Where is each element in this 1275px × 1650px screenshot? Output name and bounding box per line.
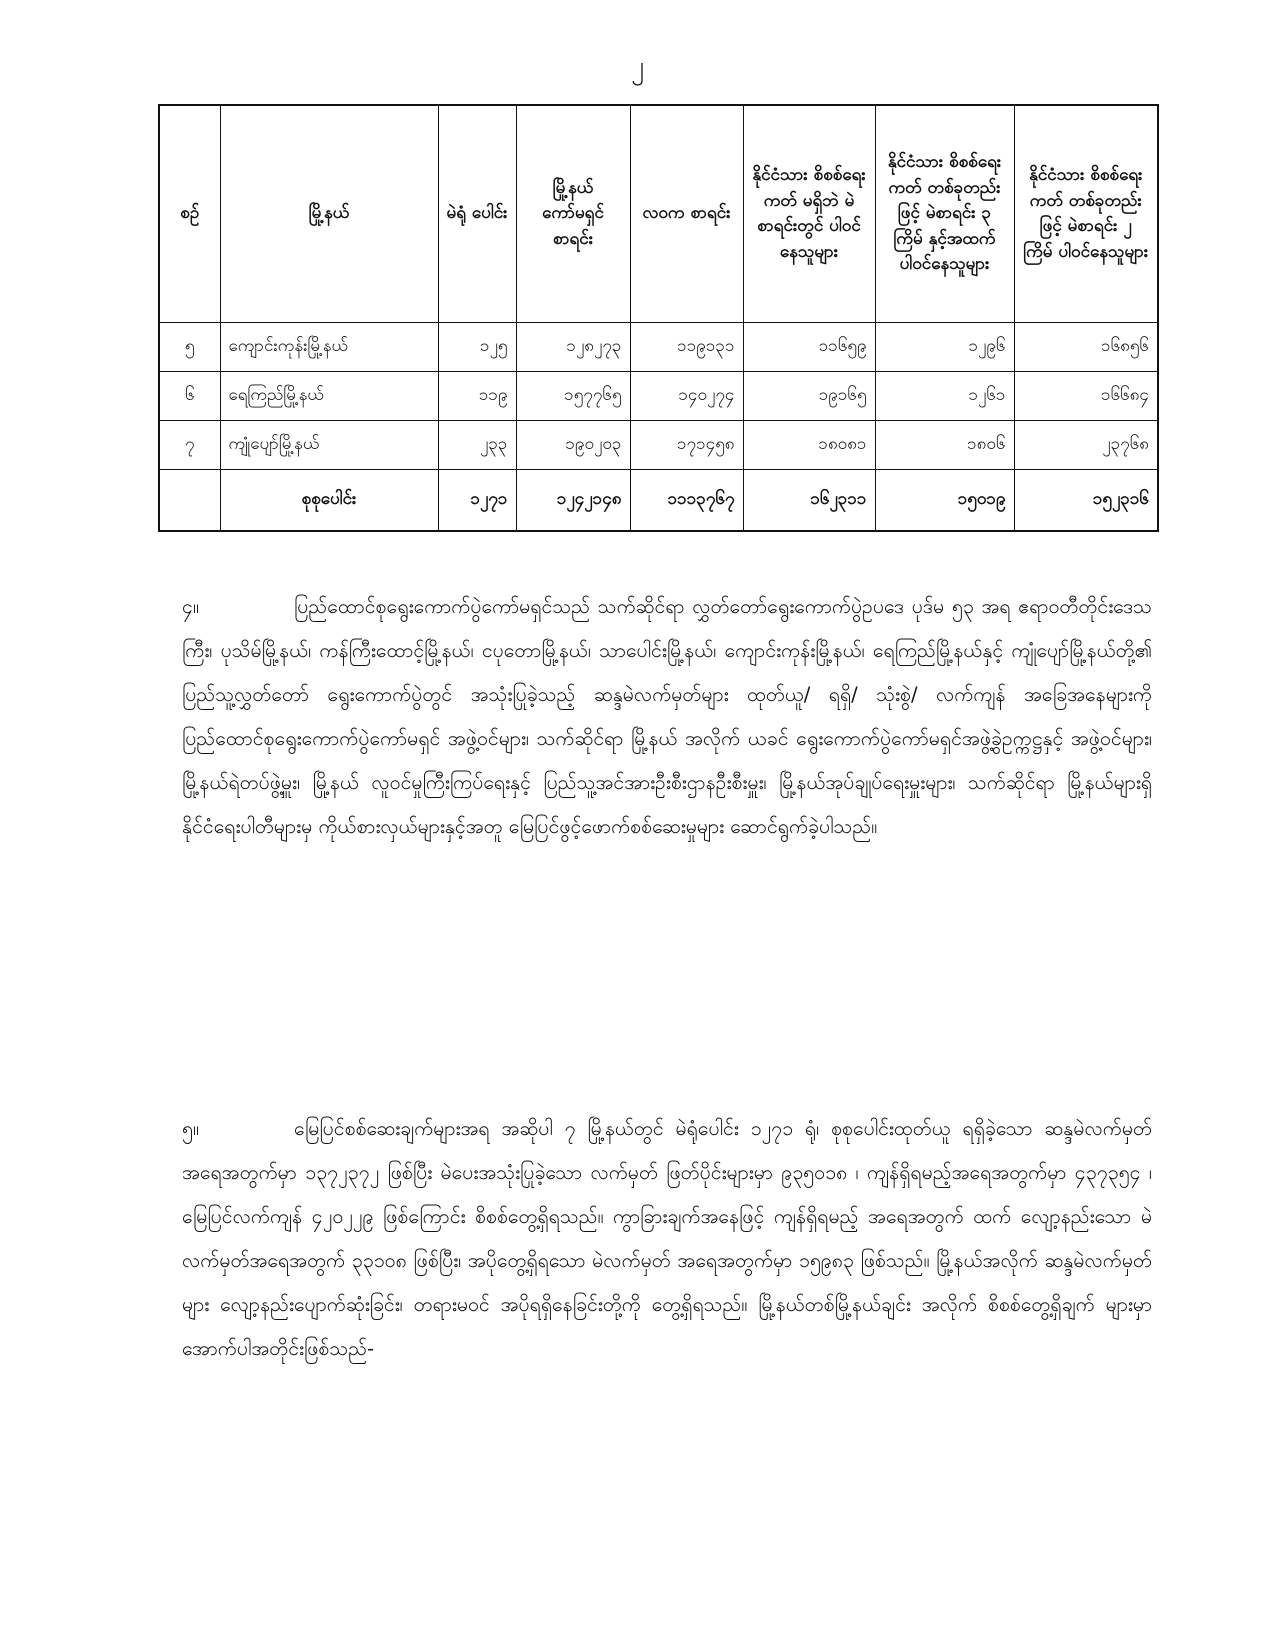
cell-three-plus: ၁၈၀၆	[875, 421, 1014, 470]
table-row	[159, 372, 1158, 421]
total-polling-stations: ၁၂၇၁	[438, 470, 516, 532]
cell-township: ကျုံပျော်မြို့နယ်	[220, 421, 438, 470]
total-twice: ၁၅၂၃၁၆	[1014, 470, 1158, 532]
header-serial: စဉ်	[159, 105, 220, 323]
paragraph-4	[182, 585, 1152, 849]
cell-immigration-list: ၁၁၉၁၃၁	[630, 323, 743, 372]
cell-three-plus: ၁၂၆၁	[875, 372, 1014, 421]
paragraph-number: ၄။	[182, 595, 199, 618]
cell-immigration-list: ၁၇၁၄၅၈	[630, 421, 743, 470]
cell-commission-list: ၁၉၀၂၀၃	[516, 421, 630, 470]
cell-twice: ၁၆၆၈၄	[1014, 372, 1158, 421]
cell-commission-list: ၁၅၇၇၆၅	[516, 372, 630, 421]
total-without-card: ၁၆၂၃၁၁	[743, 470, 875, 532]
table-total-row	[159, 470, 1158, 532]
header-same-card-three-plus: နိုင်ငံသား စိစစ်ရေးကတ် တစ်ခုတည်းဖြင့် မဲစာရင်း ၃ ကြိမ် နှင့်အထက် ပါဝင်နေသူများ	[875, 105, 1014, 323]
cell-without-card: ၁၁၆၅၉	[743, 323, 875, 372]
cell-township: ကျောင်းကုန်းမြို့နယ်	[220, 323, 438, 372]
cell-polling-stations: ၁၁၉	[438, 372, 516, 421]
table-header-row	[159, 105, 1158, 323]
header-immigration-list: လဝက စာရင်း	[630, 105, 743, 323]
cell-polling-stations: ၂၃၃	[438, 421, 516, 470]
header-without-citizenship-card: နိုင်ငံသား စိစစ်ရေးကတ် မရှိဘဲ မဲစာရင်းတွင် ပါဝင်နေသူများ	[743, 105, 875, 323]
total-immigration-list: ၁၁၁၃၇၆၇	[630, 470, 743, 532]
cell-twice: ၂၃၇၆၈	[1014, 421, 1158, 470]
paragraph-text: ပြည်ထောင်စုရွေးကောက်ပွဲကော်မရှင်သည် သက်ဆိုင်ရာ လွှတ်တော်ရွေးကောက်ပွဲဥပဒေ ပုဒ်မ ၅၃ အရ ဧရာဝတီတိုင်းဒေသကြီး၊ ပုသိမ်မြို့နယ်၊ ကန်ကြီးထောင့်မြို့နယ်၊ ငပုတောမြို့နယ်၊ သာပေါင်းမြို့နယ်၊ ကျောင်းကုန်းမြို့နယ်၊ ရေကြည်မြို့နယ်နှင့် ကျုံပျော်မြို့နယ်တို့၏ ပြည်သူ့လွှတ်တော် ရွေးကောက်ပွဲတွင် အသုံးပြုခဲ့သည့် ဆန္ဒမဲလက်မှတ်များ ထုတ်ယူ/ ရရှိ/ သုံးစွဲ/ လက်ကျန် အခြေအနေများကို ပြည်ထောင်စုရွေးကောက်ပွဲကော်မရှင် အဖွဲ့ဝင်များ၊ သက်ဆိုင်ရာ မြို့နယ် အလိုက် ယခင် ရွေးကောက်ပွဲကော်မရှင်အဖွဲ့ခွဲဥက္ကဋ္ဌနှင့် အဖွဲ့ဝင်များ၊ မြို့နယ်ရဲတပ်ဖွဲ့မှူး၊ မြို့နယ် လူဝင်မှုကြီးကြပ်ရေးနှင့် ပြည်သူ့အင်အားဦးစီးဌာနဦးစီးမှူး၊ မြို့နယ်အုပ်ချုပ်ရေးမှူးများ၊ သက်ဆိုင်ရာ မြို့နယ်များရှိ နိုင်ငံရေးပါတီများမှ ကိုယ်စားလှယ်များနှင့်အတူ မြေပြင်ဖွင့်ဖောက်စစ်ဆေးမှုများ ဆောင်ရွက်ခဲ့ပါသည်။	[182, 595, 1152, 838]
cell-empty	[159, 470, 220, 532]
total-three-plus: ၁၅၀၁၉	[875, 470, 1014, 532]
cell-immigration-list: ၁၄၀၂၇၄	[630, 372, 743, 421]
paragraph-5	[182, 1107, 1152, 1371]
total-label: စုစုပေါင်း	[220, 470, 438, 532]
cell-twice: ၁၆၈၅၆	[1014, 323, 1158, 372]
paragraph-number: ၅။	[182, 1117, 199, 1140]
header-township: မြို့နယ်	[220, 105, 438, 323]
cell-polling-stations: ၁၂၅	[438, 323, 516, 372]
table-row	[159, 421, 1158, 470]
cell-without-card: ၁၉၁၆၅	[743, 372, 875, 421]
cell-township: ရေကြည်မြို့နယ်	[220, 372, 438, 421]
header-township-commission-list: မြို့နယ် ကော်မရှင် စာရင်း	[516, 105, 630, 323]
cell-without-card: ၁၈၀၈၁	[743, 421, 875, 470]
cell-serial: ၅	[159, 323, 220, 372]
cell-serial: ၆	[159, 372, 220, 421]
cell-three-plus: ၁၂၉၆	[875, 323, 1014, 372]
page-number: ၂	[631, 51, 644, 81]
cell-serial: ၇	[159, 421, 220, 470]
header-polling-stations: မဲရုံ ပေါင်း	[438, 105, 516, 323]
total-commission-list: ၁၂၄၂၁၄၈	[516, 470, 630, 532]
cell-commission-list: ၁၂၈၂၇၃	[516, 323, 630, 372]
header-same-card-twice: နိုင်ငံသား စိစစ်ရေးကတ် တစ်ခုတည်းဖြင့် မဲစာရင်း ၂ ကြိမ် ပါဝင်နေသူများ	[1014, 105, 1158, 323]
voter-list-table	[158, 104, 1159, 532]
paragraph-text: မြေပြင်စစ်ဆေးချက်များအရ အဆိုပါ ၇ မြို့နယ်တွင် မဲရုံပေါင်း ၁၂၇၁ ရုံ၊ စုစုပေါင်းထုတ်ယူ ရရှိခဲ့သော ဆန္ဒမဲလက်မှတ်အရေအတွက်မှာ ၁၃၇၂၃၇၂ ဖြစ်ပြီး မဲပေးအသုံးပြုခဲ့သော လက်မှတ် ဖြတ်ပိုင်းများမှာ ၉၃၅၀၁၈ ၊ ကျန်ရှိရမည့်အရေအတွက်မှာ ၄၃၇၃၅၄ ၊ မြေပြင်လက်ကျန် ၄၂၀၂၂၉ ဖြစ်ကြောင်း စိစစ်တွေ့ရှိရသည်။ ကွာခြားချက်အနေဖြင့် ကျန်ရှိရမည့် အရေအတွက် ထက် လျော့နည်းသော မဲလက်မှတ်အရေအတွက် ၃၃၁၀၈ ဖြစ်ပြီး၊ အပိုတွေ့ရှိရသော မဲလက်မှတ် အရေအတွက်မှာ ၁၅၉၈၃ ဖြစ်သည်။ မြို့နယ်အလိုက် ဆန္ဒမဲလက်မှတ်များ လျော့နည်းပျောက်ဆုံးခြင်း၊ တရားမဝင် အပိုရရှိနေခြင်းတို့ကို တွေ့ရှိရသည်။ မြို့နယ်တစ်မြို့နယ်ချင်း အလိုက် စိစစ်တွေ့ရှိချက် များမှာ အောက်ပါအတိုင်းဖြစ်သည်-	[182, 1117, 1152, 1360]
table-row	[159, 323, 1158, 372]
